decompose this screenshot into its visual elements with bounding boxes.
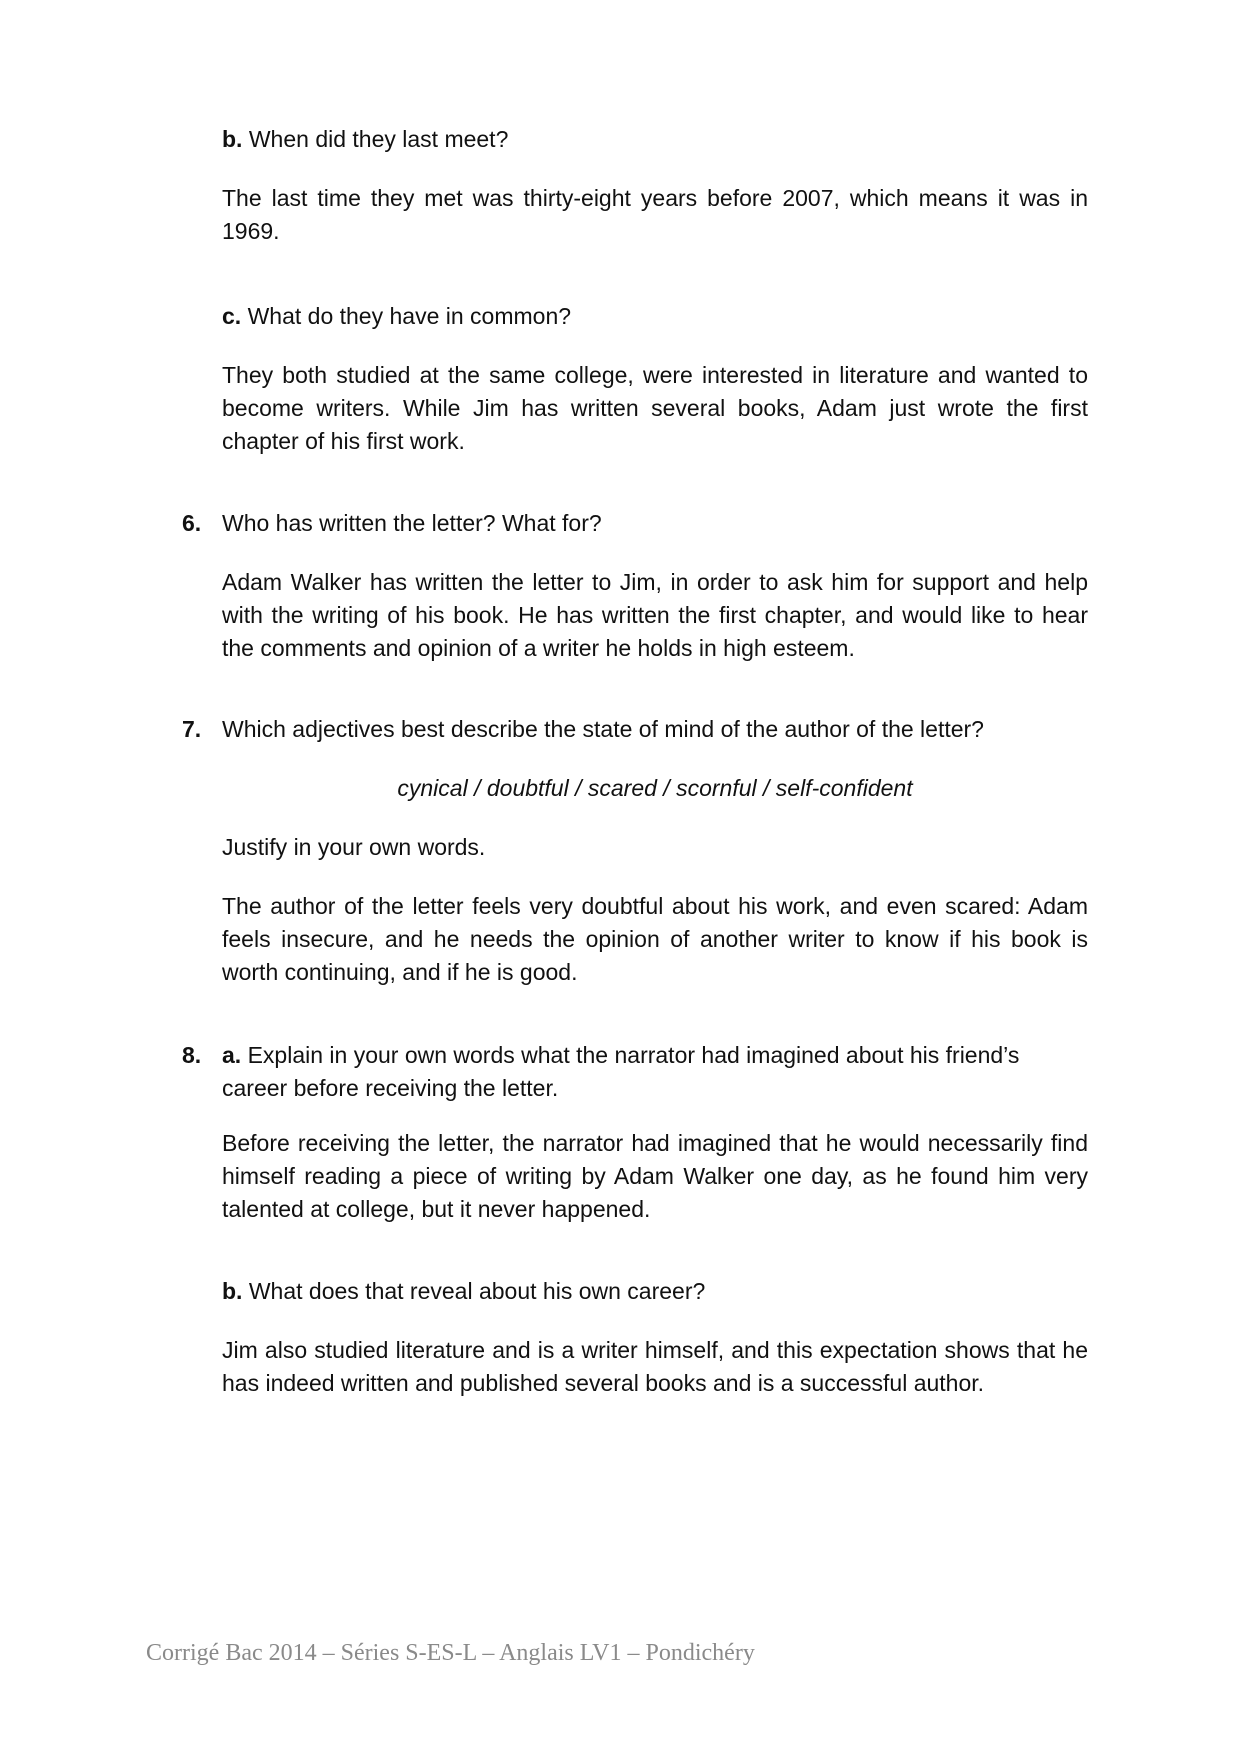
page-footer: Corrigé Bac 2014 – Séries S-ES-L – Anglais LV1 – Pondichéry [146, 1640, 755, 1666]
question-6-number: 6. [182, 510, 202, 536]
question-5c-label: c. [222, 303, 242, 329]
question-7-number: 7. [182, 716, 202, 742]
question-8a-label: a. [222, 1042, 242, 1068]
question-8-number: 8. [182, 1042, 202, 1068]
answer-8a: Before receiving the letter, the narrator had imagined that he would necessarily find himself reading a piece of writing by Adam Walker one day, as he found him very talented at college, but it never happened. [222, 1130, 1088, 1222]
question-5b-label: b. [222, 126, 243, 152]
question-5c-text: What do they have in common? [241, 303, 572, 329]
question-8b-text: What does that reveal about his own career? [242, 1278, 706, 1304]
question-7: Which adjectives best describe the state of mind of the author of the letter? [222, 716, 984, 742]
question-8a-text: Explain in your own words what the narrator had imagined about his friend’s career before receiving the letter. [222, 1042, 1020, 1101]
question-7-instruction: Justify in your own words. [222, 834, 486, 860]
adjective-choices: cynical / doubtful / scared / scornful / self-confident [397, 775, 913, 801]
answer-5c: They both studied at the same college, were interested in literature and wanted to become writers. While Jim has written several books, Adam just wrote the first chapter of his first work. [222, 362, 1088, 454]
question-8b-label: b. [222, 1278, 243, 1304]
question-6: Who has written the letter? What for? [222, 510, 602, 536]
question-5c [222, 300, 1088, 333]
answer-5b: The last time they met was thirty-eight years before 2007, which means it was in 1969. [222, 185, 1088, 244]
question-8a [222, 1039, 1088, 1105]
question-5b-text: When did they last meet? [242, 126, 509, 152]
answer-7: The author of the letter feels very doubtful about his work, and even scared: Adam feels insecure, and he needs the opinion of another writer to know if his book is worth continuing, and if he is good. [222, 893, 1088, 985]
answer-8b: Jim also studied literature and is a writer himself, and this expectation shows that he has indeed written and published several books and is a successful author. [222, 1337, 1088, 1396]
answer-6: Adam Walker has written the letter to Jim, in order to ask him for support and help with the writing of his book. He has written the first chapter, and would like to hear the comments and opinion of a writer he holds in high esteem. [222, 569, 1088, 661]
question-5b [222, 123, 1088, 156]
question-8b [222, 1275, 1088, 1308]
